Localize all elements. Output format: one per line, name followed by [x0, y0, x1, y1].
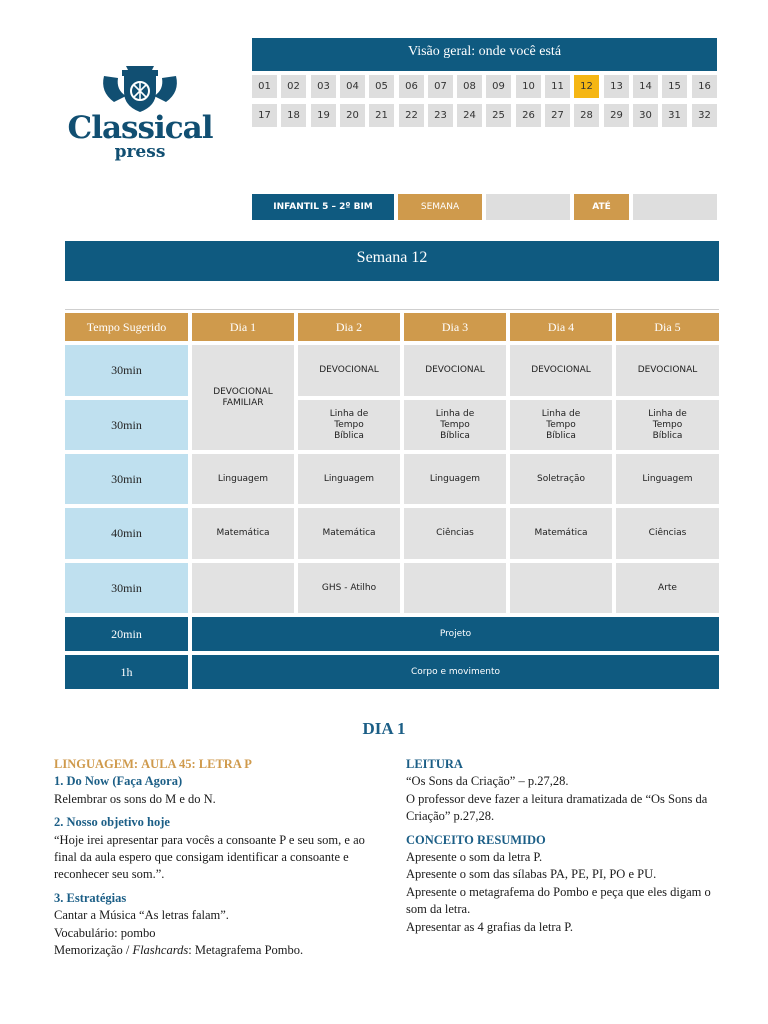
- week-number: 12: [574, 75, 599, 98]
- schedule-table: [65, 313, 719, 689]
- activity-cell: DEVOCIONAL FAMILIAR: [192, 345, 294, 450]
- section-text: “Os Sons da Criação” – p.27,28.: [406, 774, 569, 789]
- section-text: Apresente o metagrafema do Pombo e peça que eles digam o som da letra.: [406, 884, 711, 917]
- activity-cell: DEVOCIONAL: [510, 345, 612, 396]
- week-number: 07: [428, 75, 453, 98]
- activity-cell: DEVOCIONAL: [404, 345, 506, 396]
- week-number: 20: [340, 104, 365, 127]
- week-number: 09: [486, 75, 511, 98]
- right-column: [406, 756, 716, 936]
- section-title: 3. Estratégias: [54, 890, 127, 905]
- week-number: 30: [633, 104, 658, 127]
- week-number: 21: [369, 104, 394, 127]
- level-label: INFANTIL 5 – 2º BIM: [252, 194, 394, 220]
- activity-cell: Linguagem: [298, 454, 400, 504]
- week-number: 03: [311, 75, 336, 98]
- section-title: CONCEITO RESUMIDO: [406, 832, 546, 847]
- week-number: 18: [281, 104, 306, 127]
- section-text: Memorização / Flashcards: Metagrafema Pombo.: [54, 943, 304, 958]
- week-number: 22: [399, 104, 424, 127]
- week-number: 29: [604, 104, 629, 127]
- week-number: 25: [486, 104, 511, 127]
- left-column: [54, 756, 374, 959]
- time-cell: 40min: [65, 508, 188, 559]
- time-cell: 30min: [65, 454, 188, 504]
- activity-cell: Linha de Tempo Bíblica: [404, 400, 506, 450]
- week-number: 26: [516, 104, 541, 127]
- week-number: 11: [545, 75, 570, 98]
- activity-cell: Ciências: [616, 508, 719, 559]
- activity-cell: Matemática: [298, 508, 400, 559]
- week-number: 24: [457, 104, 482, 127]
- week-number: 16: [692, 75, 717, 98]
- header-dia3: Dia 3: [404, 313, 506, 341]
- section-title: 2. Nosso objetivo hoje: [54, 815, 170, 830]
- activity-cell: [192, 563, 294, 613]
- activity-cell: Ciências: [404, 508, 506, 559]
- header-tempo: Tempo Sugerido: [65, 313, 188, 341]
- week-label: SEMANA: [398, 194, 482, 220]
- activity-cell: GHS - Atilho: [298, 563, 400, 613]
- time-cell: 30min: [65, 345, 188, 396]
- section-title: 1. Do Now (Faça Agora): [54, 774, 183, 789]
- week-value: [486, 194, 570, 220]
- section-text: Relembrar os sons do M e do N.: [54, 791, 216, 806]
- section-text: Apresente o som das sílabas PA, PE, PI, PO e PU.: [406, 867, 657, 882]
- time-cell: 30min: [65, 563, 188, 613]
- movement-row: Corpo e movimento: [192, 655, 719, 689]
- week-number: 01: [252, 75, 277, 98]
- activity-cell: Soletração: [510, 454, 612, 504]
- activity-cell: Linguagem: [404, 454, 506, 504]
- brand-name: Classical: [67, 110, 213, 146]
- divider: [65, 309, 719, 310]
- activity-cell: DEVOCIONAL: [616, 345, 719, 396]
- week-number: 17: [252, 104, 277, 127]
- lesson-title: AULA 45: LETRA P: [141, 757, 252, 771]
- week-number: 05: [369, 75, 394, 98]
- section-text: Apresentar as 4 grafias da letra P.: [406, 919, 573, 934]
- subject-label: LINGUAGEM:: [54, 757, 139, 771]
- until-label: ATÉ: [574, 194, 629, 220]
- week-number: 14: [633, 75, 658, 98]
- activity-cell: Linguagem: [192, 454, 294, 504]
- time-cell: 20min: [65, 617, 188, 651]
- brand-logo: [56, 62, 224, 166]
- activity-cell: Linha de Tempo Bíblica: [298, 400, 400, 450]
- activity-cell: Matemática: [192, 508, 294, 559]
- week-number: 27: [545, 104, 570, 127]
- week-number: 28: [574, 104, 599, 127]
- activity-cell: [510, 563, 612, 613]
- header-dia2: Dia 2: [298, 313, 400, 341]
- activity-cell: Linha de Tempo Bíblica: [510, 400, 612, 450]
- activity-cell: DEVOCIONAL: [298, 345, 400, 396]
- time-cell: 1h: [65, 655, 188, 689]
- week-number: 23: [428, 104, 453, 127]
- project-row: Projeto: [192, 617, 719, 651]
- until-value: [633, 194, 717, 220]
- section-text: “Hoje irei apresentar para vocês a consoante P e seu som, e ao final da aula espero que consigam identificar a consoante e reconhecer seu som.”.: [54, 832, 365, 882]
- brand-sub: press: [114, 142, 166, 162]
- week-number: 32: [692, 104, 717, 127]
- section-text: Apresente o som da letra P.: [406, 850, 543, 865]
- lesson-heading: [54, 756, 374, 773]
- activity-cell: [404, 563, 506, 613]
- week-number: 06: [399, 75, 424, 98]
- week-number: 31: [662, 104, 687, 127]
- week-number: 04: [340, 75, 365, 98]
- section-text: Vocabulário: pombo: [54, 925, 156, 940]
- section-text: O professor deve fazer a leitura dramatizada de “Os Sons da Criação” p.27,28.: [406, 791, 708, 824]
- header-dia4: Dia 4: [510, 313, 612, 341]
- activity-cell: Matemática: [510, 508, 612, 559]
- header-dia5: Dia 5: [616, 313, 719, 341]
- crest-icon: [96, 62, 184, 112]
- week-number: 02: [281, 75, 306, 98]
- header-dia1: Dia 1: [192, 313, 294, 341]
- activity-cell: Arte: [616, 563, 719, 613]
- week-number: 15: [662, 75, 687, 98]
- section-title: LEITURA: [406, 757, 463, 771]
- week-number: 08: [457, 75, 482, 98]
- section-text: Cantar a Música “As letras falam”.: [54, 908, 229, 923]
- week-number: 13: [604, 75, 629, 98]
- activity-cell: Linguagem: [616, 454, 719, 504]
- activity-cell: Linha de Tempo Bíblica: [616, 400, 719, 450]
- day-title: DIA 1: [362, 719, 406, 738]
- week-number: 19: [311, 104, 336, 127]
- overview-title: Visão geral: onde você está: [252, 38, 717, 71]
- week-number: 10: [516, 75, 541, 98]
- week-banner: Semana 12: [65, 241, 719, 281]
- time-cell: 30min: [65, 400, 188, 450]
